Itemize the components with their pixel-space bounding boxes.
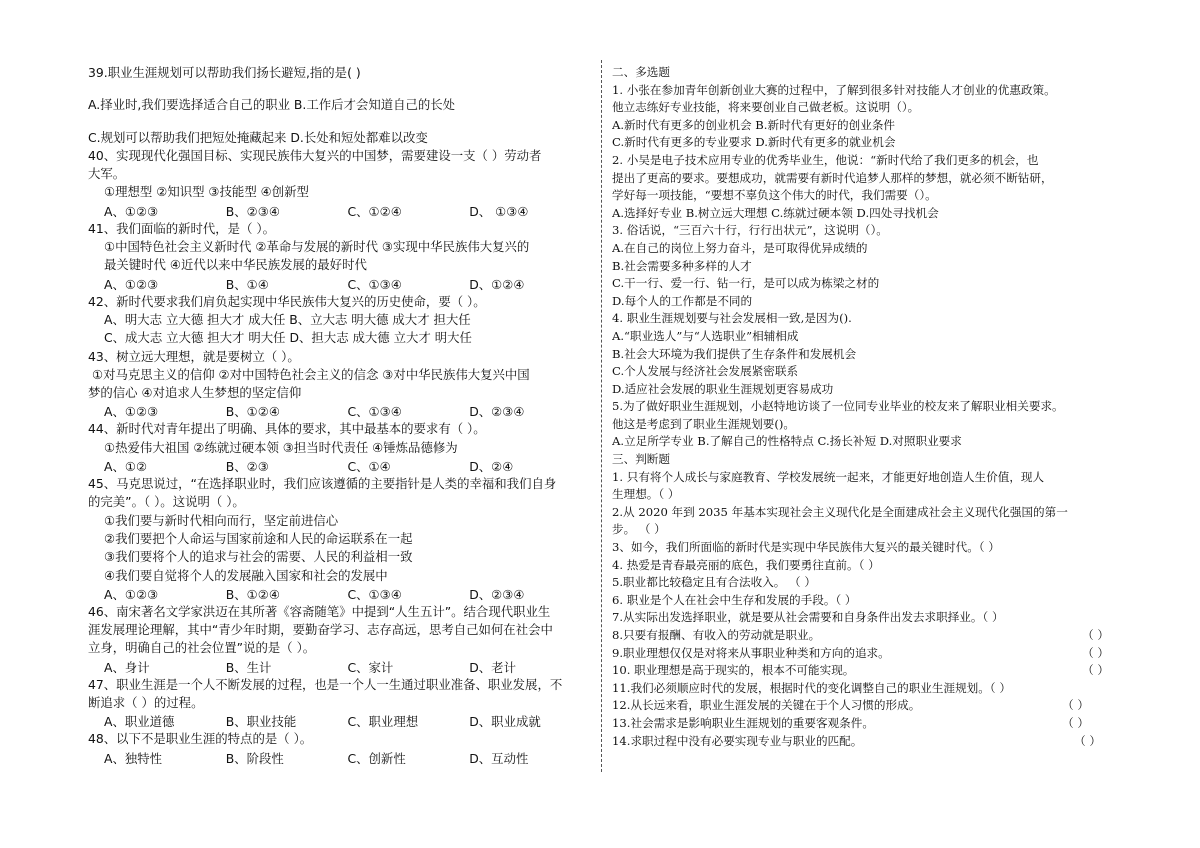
q43-options xyxy=(88,402,591,420)
m3-option-d: D.每个人的工作都是不同的 xyxy=(612,293,753,308)
option-b: B、①②④ xyxy=(225,404,280,420)
q46-stem-cont: 涯发展理论理解，其中“青少年时期，要勤奋学习、志存高远，思考自己如何在社会中 xyxy=(88,622,553,638)
option-c: C、职业理想 xyxy=(347,714,419,730)
option-c: C、①③④ xyxy=(347,276,402,292)
m4-option-a: A.“职业选人”与“人选职业”相辅相成 xyxy=(612,328,799,343)
m4-option-b: B.社会大环境为我们提供了生存条件和发展机会 xyxy=(612,346,857,361)
option-d: D、②④ xyxy=(469,459,514,475)
option-a: A、①②③ xyxy=(104,203,159,219)
tf-9-text: 9.职业理想仅仅是对将来从事职业种类和方向的追求。 xyxy=(612,645,890,660)
tf-10 xyxy=(612,662,1137,680)
tf-5: 5.职业都比较稳定且有合法收入。 （ ） xyxy=(612,575,816,590)
option-c: C、家计 xyxy=(347,659,394,675)
m4-option-d: D.适应社会发展的职业生涯规划更容易成功 xyxy=(612,381,834,396)
q47-stem: 47、职业生涯是一个人不断发展的过程，也是一个人一生通过职业准备、职业发展，不 xyxy=(88,676,563,692)
m2-stem: 2. 小吴是电子技术应用专业的优秀毕业生，他说：“新时代给了我们更多的机会，也 xyxy=(612,152,1039,167)
tf-8 xyxy=(612,627,1137,645)
tf-3: 3、如今，我们所面临的新时代是实现中华民族伟大复兴的最关键时代。（ ） xyxy=(612,540,1000,555)
q41-items: ①中国特色社会主义新时代 ②革命与发展的新时代 ③实现中华民族伟大复兴的 xyxy=(104,239,530,255)
q48-options xyxy=(88,749,591,767)
right-column xyxy=(612,64,1137,750)
q39-options-cd: C.规划可以帮助我们把短处掩藏起来 D.长处和短处都难以改变 xyxy=(88,129,428,145)
option-b: B、②③④ xyxy=(225,203,280,219)
m1-stem: 1. 小张在参加青年创新创业大赛的过程中，了解到很多针对技能人才创业的优惠政策。 xyxy=(612,82,1056,97)
q40-stem: 40、实现现代化强国目标、实现民族伟大复兴的中国梦，需要建设一支（ ）劳动者 xyxy=(88,147,542,163)
tf-14-text: 14.求职过程中没有必要实现专业与职业的匹配。 xyxy=(612,733,863,748)
option-d: D、 ①③④ xyxy=(469,203,529,219)
m5-stem: 5.为了做好职业生涯规划，小赵特地访谈了一位同专业毕业的校友来了解职业相关要求。 xyxy=(612,399,1064,414)
m1-options-cd: C.新时代有更多的专业要求 D.新时代有更多的就业机会 xyxy=(612,135,896,150)
m1-options-ab: A.新时代有更多的创业机会 B.新时代有更好的创业条件 xyxy=(612,117,896,132)
tf-1: 1. 只有将个人成长与家庭教育、学校发展统一起来，才能更好地创造人生价值，现人 xyxy=(612,469,1045,484)
option-a: A、①② xyxy=(104,459,148,475)
tf-10-text: 10. 职业理想是高于现实的，根本不可能实现。 xyxy=(612,663,855,678)
m3-option-c: C.干一行、爱一行、钻一行，是可以成为栋梁之材的 xyxy=(612,276,880,291)
tf-12 xyxy=(612,697,1137,715)
q44-stem: 44、新时代对青年提出了明确、具体的要求，其中最基本的要求有（ ）。 xyxy=(88,421,486,437)
tf-12-text: 12.从长远来看，职业生涯发展的关键在于个人习惯的形成。 xyxy=(612,698,921,713)
tf-14 xyxy=(612,733,1137,751)
section-multiple-choice-heading: 二、多选题 xyxy=(612,65,670,79)
section-true-false-heading: 三、判断题 xyxy=(612,452,670,467)
q45-stem-cont: 的完美”。（ ）。这说明（ ）。 xyxy=(88,494,245,510)
option-b: B、②③ xyxy=(225,459,269,475)
q41-items-cont: 最关键时代 ④近代以来中华民族发展的最好时代 xyxy=(104,257,367,273)
q43-stem: 43、树立远大理想，就是要树立（ ）。 xyxy=(88,348,300,364)
q47-stem-cont: 断追求（ ）的过程。 xyxy=(88,695,204,711)
tf-2-cont: 步。 （ ） xyxy=(612,522,666,537)
tf-13-answer-blank: （ ） xyxy=(1062,715,1089,730)
option-b: B、阶段性 xyxy=(225,750,284,766)
tf-12-answer-blank: （ ） xyxy=(1062,698,1089,713)
m2-stem-cont2: 学好每一项技能，“要想不辜负这个伟大的时代，我们需要（）。 xyxy=(612,188,937,203)
left-column xyxy=(88,64,591,767)
q45-item-4: ④我们要自觉将个人的发展融入国家和社会的发展中 xyxy=(104,567,388,583)
tf-10-answer-blank: （ ） xyxy=(1082,663,1109,678)
option-d: D、①②④ xyxy=(469,276,525,292)
q40-items: ①理想型 ②知识型 ③技能型 ④创新型 xyxy=(104,184,309,200)
option-a: A、独特性 xyxy=(104,750,163,766)
m1-stem-cont: 他立志练好专业技能，将来要创业自己做老板。这说明（）。 xyxy=(612,100,920,115)
tf-13 xyxy=(612,715,1137,733)
option-c: C、①③④ xyxy=(347,404,402,420)
option-b: B、①④ xyxy=(225,276,269,292)
m3-option-b: B.社会需要多种多样的人才 xyxy=(612,258,752,273)
option-c: C、创新性 xyxy=(347,750,406,766)
option-d: D、互动性 xyxy=(469,750,529,766)
m3-stem: 3. 俗话说，“三百六十行，行行出状元”，这说明（）。 xyxy=(612,223,888,238)
option-c: C、①④ xyxy=(347,459,391,475)
option-d: D、老计 xyxy=(469,659,516,675)
option-b: B、①②④ xyxy=(225,586,280,602)
m2-stem-cont: 提出了更高的要求。要想成功，就需要有新时代追梦人那样的梦想，就必须不断钻研， xyxy=(612,170,1053,185)
q46-options xyxy=(88,658,591,676)
q41-stem: 41、我们面临的新时代，是（ ）。 xyxy=(88,220,275,236)
option-c: C、①③④ xyxy=(347,586,402,602)
q45-stem: 45、马克思说过，“在选择职业时，我们应该遵循的主要指针是人类的幸福和我们自身 xyxy=(88,476,557,492)
option-a: A、①②③ xyxy=(104,586,159,602)
tf-1-cont: 生理想。（ ） xyxy=(612,487,680,502)
tf-8-text: 8.只要有报酬、有收入的劳动就是职业。 xyxy=(612,628,821,642)
q45-options xyxy=(88,585,591,603)
m5-options: A.立足所学专业 B.了解自己的性格特点 C.扬长补短 D.对照职业要求 xyxy=(612,434,962,449)
q40-stem-cont: 大军。 xyxy=(88,166,126,182)
tf-9 xyxy=(612,645,1137,663)
tf-13-text: 13.社会需求是影响职业生涯规划的重要客观条件。 xyxy=(612,715,874,730)
tf-2: 2.从 2020 年到 2035 年基本实现社会主义现代化是全面建成社会主义现代化强国的第一 xyxy=(612,504,1068,519)
option-b: B、生计 xyxy=(225,659,272,675)
option-a: A、①②③ xyxy=(104,404,159,420)
q45-item-2: ②我们要把个人命运与国家前途和人民的命运联系在一起 xyxy=(104,530,413,546)
option-a: A、职业道德 xyxy=(104,714,175,730)
q46-stem: 46、南宋著名文学家洪迈在其所著《容斋随笔》中提到“人生五计”。结合现代职业生 xyxy=(88,603,551,619)
option-c: C、①②④ xyxy=(347,203,402,219)
tf-6: 6. 职业是个人在社会中生存和发展的手段。（ ） xyxy=(612,592,857,607)
option-d: D、②③④ xyxy=(469,586,525,602)
q41-options xyxy=(88,275,591,293)
column-divider xyxy=(601,60,602,772)
tf-4: 4. 热爱是青春最亮丽的底色，我们要勇往直前。（ ） xyxy=(612,557,880,572)
m3-option-a: A.在自己的岗位上努力奋斗，是可取得优异成绩的 xyxy=(612,240,868,255)
q47-options xyxy=(88,712,591,730)
tf-7: 7.从实际出发选择职业，就是要从社会需要和自身条件出发去求职择业。（ ） xyxy=(612,610,1004,625)
tf-8-answer-blank: （ ） xyxy=(1082,628,1109,642)
q46-stem-cont2: 立身，明确自己的社会位置”说的是（ ）。 xyxy=(88,640,316,656)
q43-items-cont: 梦的信心 ④对追求人生梦想的坚定信仰 xyxy=(88,385,302,401)
m4-stem: 4. 职业生涯规划要与社会发展相一致,是因为(). xyxy=(612,311,852,326)
q42-stem: 42、新时代要求我们肩负起实现中华民族伟大复兴的历史使命，要（ ）。 xyxy=(88,293,486,309)
option-d: D、②③④ xyxy=(469,404,525,420)
q40-options xyxy=(88,202,591,220)
q43-items: ①对马克思主义的信仰 ②对中国特色社会主义的信念 ③对中华民族伟大复兴中国 xyxy=(92,366,530,382)
tf-9-answer-blank: （ ） xyxy=(1082,645,1109,660)
option-a: A、①②③ xyxy=(104,276,159,292)
option-a: A、身计 xyxy=(104,659,150,675)
tf-14-answer-blank: （ ） xyxy=(1074,733,1101,748)
q42-options-ab: A、明大志 立大德 担大才 成大任 B、立大志 明大德 成大才 担大任 xyxy=(104,311,471,327)
q45-item-1: ①我们要与新时代相向而行，坚定前进信心 xyxy=(104,512,339,528)
q39-stem: 39.职业生涯规划可以帮助我们扬长避短,指的是( ) xyxy=(88,65,361,80)
m4-option-c: C.个人发展与经济社会发展紧密联系 xyxy=(612,364,799,379)
q45-item-3: ③我们要将个人的追求与社会的需要、人民的利益相一致 xyxy=(104,549,413,565)
option-b: B、职业技能 xyxy=(225,714,297,730)
m2-options: A.选择好专业 B.树立远大理想 C.练就过硬本领 D.四处寻找机会 xyxy=(612,205,939,220)
q42-options-cd: C、成大志 立大德 担大才 明大任 D、担大志 成大德 立大才 明大任 xyxy=(104,330,472,346)
q44-options xyxy=(88,457,591,475)
q44-items: ①热爱伟大祖国 ②练就过硬本领 ③担当时代责任 ④锤炼品德修为 xyxy=(104,439,458,455)
m5-stem-cont: 他这是考虑到了职业生涯规划要()。 xyxy=(612,416,795,431)
q48-stem: 48、以下不是职业生涯的特点的是（ ）。 xyxy=(88,731,313,747)
q39-options-ab: A.择业时,我们要选择适合自己的职业 B.工作后才会知道自己的长处 xyxy=(88,97,456,113)
tf-11: 11.我们必须顺应时代的发展，根据时代的变化调整自己的职业生涯规划。（ ） xyxy=(612,680,1011,695)
option-d: D、职业成就 xyxy=(469,714,541,730)
